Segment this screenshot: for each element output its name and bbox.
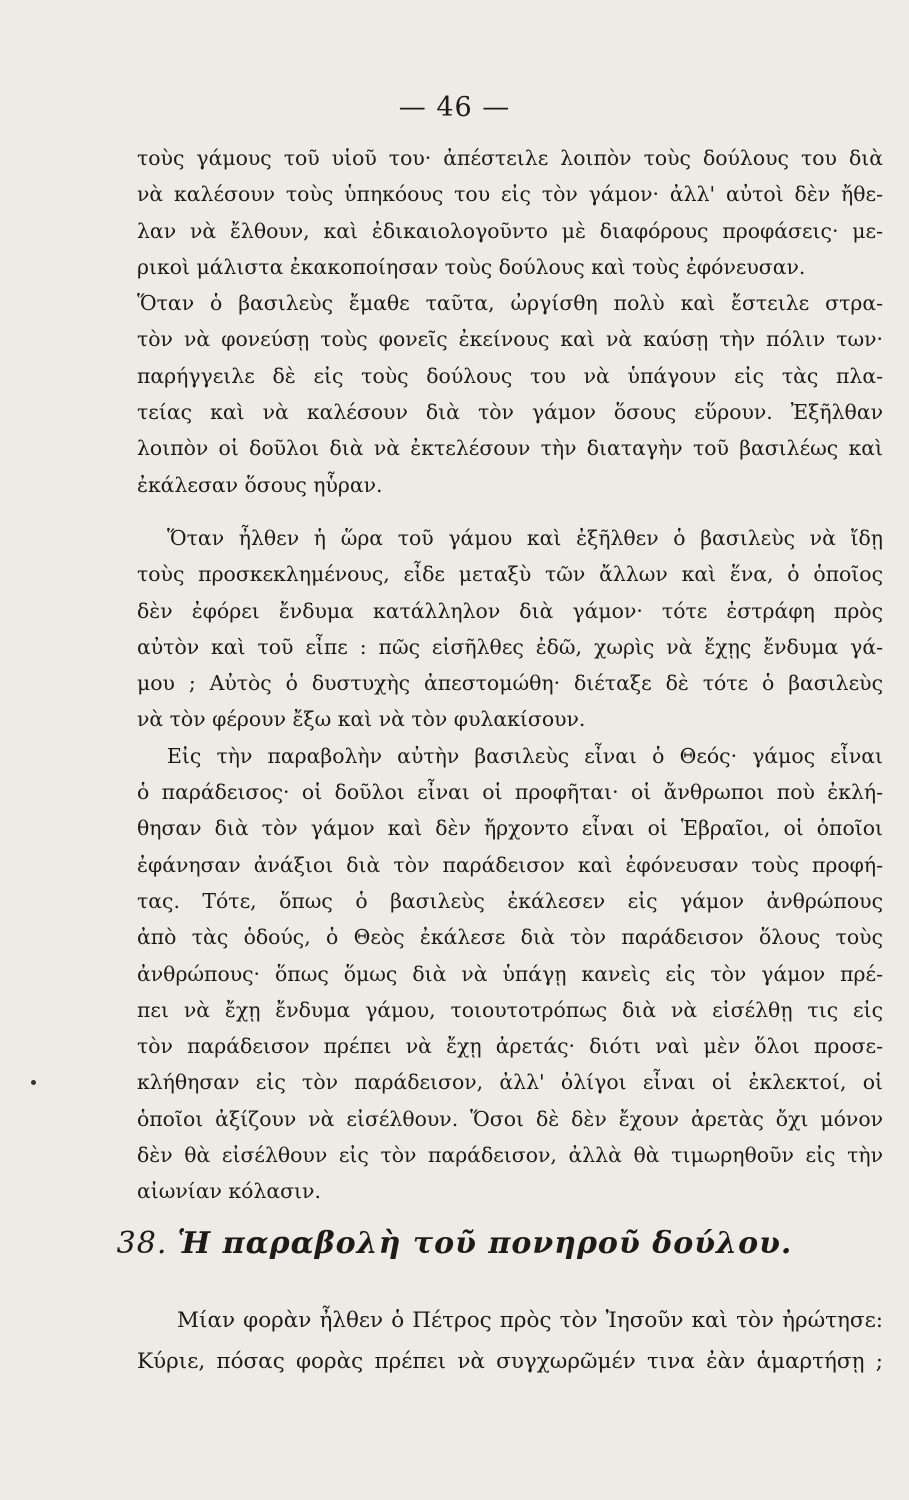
text-line: πει νὰ ἔχῃ ἔνδυμα γάμου, τοιουτοτρόπως διὰ νὰ εἰσέλθῃ τις εἰς <box>137 997 883 1022</box>
text-line: νὰ καλέσουν τοὺς ὑπηκόους του εἰς τὸν γάμον· ἀλλ' αὐτοὶ δὲν ἤθε- <box>137 182 883 207</box>
text-line: ὁ παράδεισος· οἱ δοῦλοι εἶναι οἱ προφῆται· οἱ ἄνθρωποι ποὺ ἐκλή- <box>137 780 883 805</box>
text-line: παρήγγειλε δὲ εἰς τοὺς δούλους του νὰ ὑπάγουν εἰς τὰς πλα- <box>137 363 883 388</box>
text-line: Ὅταν ὁ βασιλεὺς ἔμαθε ταῦτα, ὠργίσθη πολὺ καὶ ἔστειλε στρα- <box>137 291 883 316</box>
text-line: τὸν νὰ φονεύσῃ τοὺς φονεῖς ἐκείνους καὶ νὰ καύσῃ τὴν πόλιν των· <box>137 327 883 352</box>
text-line: τας. Τότε, ὅπως ὁ βασιλεὺς ἐκάλεσεν εἰς γάμον ἀνθρώπους <box>137 888 883 913</box>
text-line: δὲν ἐφόρει ἔνδυμα κατάλληλον διὰ γάμον· τότε ἐστράφη πρὸς <box>137 598 883 623</box>
text-line: ἐφάνησαν ἀνάξιοι διὰ τὸν παράδεισον καὶ ἐφόνευσαν τοὺς προφή- <box>137 852 883 877</box>
text-line: ἀπὸ τὰς ὁδούς, ὁ Θεὸς ἐκάλεσε διὰ τὸν παράδεισον ὅλους τοὺς <box>137 925 883 950</box>
text-line: λαν νὰ ἔλθουν, καὶ ἐδικαιολογοῦντο μὲ διαφόρους προφάσεις· με- <box>137 218 883 243</box>
text-line: Κύριε, πόσας φορὰς πρέπει νὰ συγχωρῶμέν τινα ἐὰν ἁμαρτήσῃ ; <box>137 1349 883 1374</box>
text-line: δὲν θὰ εἰσέλθουν εἰς τὸν παράδεισον, ἀλλὰ θὰ τιμωρηθοῦν εἰς τὴν <box>137 1143 883 1168</box>
text-line: ὁποῖοι ἀξίζουν νὰ εἰσέλθουν. Ὅσοι δὲ δὲν ἔχουν ἀρετὰς ὄχι μόνον <box>137 1106 883 1131</box>
text-line: τοὺς προσκεκλημένους, εἶδε μεταξὺ τῶν ἄλλων καὶ ἕνα, ὁ ὁποῖος <box>137 562 883 587</box>
paragraph-peter-question <box>137 1300 883 1382</box>
text-line: αἰωνίαν κόλασιν. <box>137 1179 321 1204</box>
section-title: Ἡ παραβολὴ τοῦ πονηροῦ δούλου. <box>177 1226 793 1261</box>
text-line: μου ; Αὐτὸς ὁ δυστυχὴς ἀπεστομώθη· διέταξε δὲ τότε ὁ βασιλεὺς <box>137 671 883 696</box>
section-number: 38. <box>116 1226 168 1261</box>
text-line: Εἰς τὴν παραβολὴν αὐτὴν βασιλεὺς εἶναι ὁ Θεός· γάμος εἶναι <box>167 743 883 768</box>
text-line: θησαν διὰ τὸν γάμον καὶ δὲν ἤρχοντο εἶναι οἱ Ἑβραῖοι, οἱ ὁποῖοι <box>137 816 883 841</box>
text-line: αὐτὸν καὶ τοῦ εἶπε : πῶς εἰσῆλθες ἐδῶ, χωρὶς νὰ ἔχῃς ἔνδυμα γά- <box>137 634 883 659</box>
text-line: τὸν παράδεισον πρέπει νὰ ἔχῃ ἀρετάς· διότι ναὶ μὲν ὅλοι προσε- <box>137 1034 883 1059</box>
margin-mark <box>31 1080 36 1085</box>
text-line: τείας καὶ νὰ καλέσουν διὰ τὸν γάμον ὅσους εὕρουν. Ἐξῆλθαν <box>137 400 883 425</box>
text-line: νὰ τὸν φέρουν ἔξω καὶ νὰ τὸν φυλακίσουν. <box>137 707 586 732</box>
text-line: λοιπὸν οἱ δοῦλοι διὰ νὰ ἐκτελέσουν τὴν διαταγὴν τοῦ βασιλέως καὶ <box>137 436 883 461</box>
text-line: Ὅταν ἦλθεν ἡ ὥρα τοῦ γάμου καὶ ἐξῆλθεν ὁ βασιλεὺς νὰ ἴδῃ <box>167 526 883 550</box>
text-line: ρικοὶ μάλιστα ἐκακοποίησαν τοὺς δούλους καὶ τοὺς ἐφόνευσαν. <box>137 254 806 279</box>
text-line: τοὺς γάμους τοῦ υἱοῦ του· ἀπέστειλε λοιπὸν τοὺς δούλους του διὰ <box>137 146 883 170</box>
text-line: ἐκάλεσαν ὅσους ηὗραν. <box>137 472 383 497</box>
page-number: — 46 — <box>398 92 511 123</box>
paragraph-continued <box>137 140 883 503</box>
text-line: κλήθησαν εἰς τὸν παράδεισον, ἀλλ' ὀλίγοι εἶναι οἱ ἐκλεκτοί, οἱ <box>137 1070 883 1095</box>
text-line: ἀνθρώπους· ὅπως ὅμως διὰ νὰ ὑπάγῃ κανεὶς εἰς τὸν γάμον πρέ- <box>137 961 883 986</box>
text-line: Μίαν φορὰν ἦλθεν ὁ Πέτρος πρὸς τὸν Ἰησοῦν καὶ τὸν ἠρώτησε: <box>177 1308 883 1333</box>
section-heading <box>0 1226 909 1261</box>
paragraph-wedding-garment <box>137 520 883 1210</box>
